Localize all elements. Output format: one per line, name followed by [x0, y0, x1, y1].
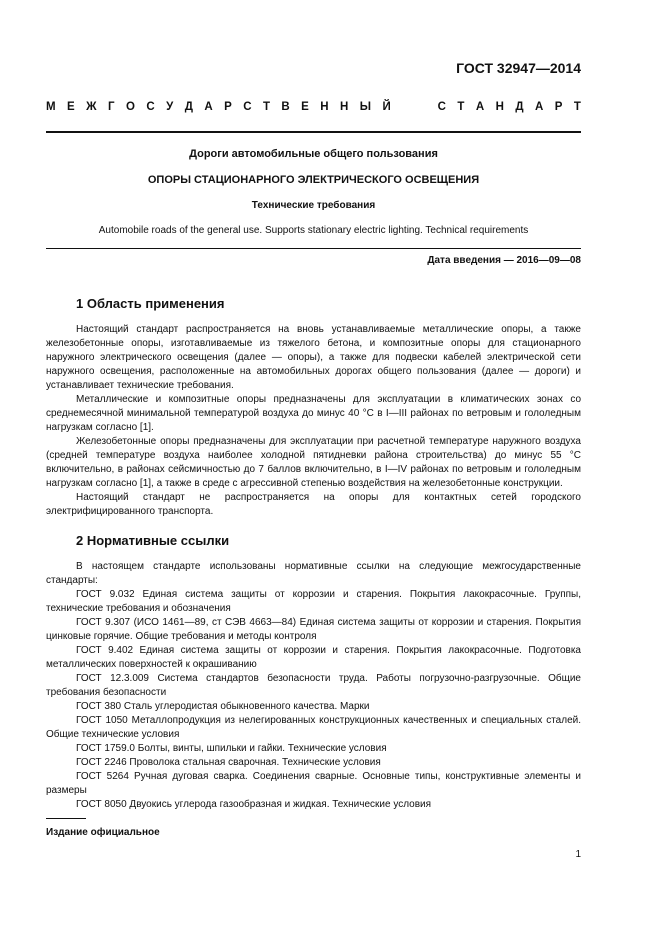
reference-item: ГОСТ 12.3.009 Система стандартов безопасности труда. Работы погрузочно-разгрузочные. Общие требования безопасности — [46, 673, 581, 698]
paragraph: Настоящий стандарт не распространяется на опоры для контактных сетей городского электрифицированного транспорта. — [46, 492, 581, 517]
banner-letter: С — [437, 101, 446, 113]
banner-letter: Е — [301, 101, 309, 113]
banner-letter: М — [46, 101, 56, 113]
paragraph: Железобетонные опоры предназначены для эксплуатации при расчетной температуре наружного воздуха (средней температуре воздуха наиболее холодной пятидневки района строительства) до минус 55 °С включительно, в районах сейсмичностью до 7 баллов включительно, в I—IV районах по ветровым и гололедным нагрузкам согласно [1], а также в среде с агрессивной степенью воздействия на железобетонные конструкции. — [46, 436, 581, 489]
introduction-date: Дата введения — 2016—09—08 — [427, 255, 581, 266]
reference-item: ГОСТ 2246 Проволока стальная сварочная. Технические условия — [76, 757, 381, 768]
interstate-standard-banner — [46, 101, 581, 113]
banner-letter: Ы — [359, 101, 372, 113]
reference-item: ГОСТ 9.032 Единая система защиты от коррозии и старения. Покрытия лакокрасочные. Группы, технические требования и обозначения — [46, 589, 581, 614]
banner-letter: Т — [457, 101, 465, 113]
banner-letter: В — [281, 101, 290, 113]
title-subtitle: Технические требования — [251, 200, 376, 211]
title-english: Automobile roads of the general use. Supports stationary electric lighting. Technical requirements — [98, 225, 529, 236]
reference-item: ГОСТ 1050 Металлопродукция из нелегированных конструкционных качественных и специальных сталей. Общие технические условия — [46, 715, 581, 740]
banner-letter: Н — [495, 101, 504, 113]
reference-item: ГОСТ 9.307 (ИСО 1461—89, ст СЭВ 4663—84) Единая система защиты от коррозии и старения. Покрытия цинковые горячие. Общие требования и методы контроля — [46, 617, 581, 642]
banner-letter: Д — [515, 101, 524, 113]
reference-item: ГОСТ 1759.0 Болты, винты, шпильки и гайки. Технические условия — [76, 743, 387, 754]
normative-references-list — [46, 560, 581, 812]
section-heading: 1 Область применения — [76, 296, 225, 311]
banner-letter: Р — [554, 101, 563, 113]
reference-item: ГОСТ 8050 Двуокись углерода газообразная и жидкая. Технические условия — [76, 799, 432, 810]
banner-letter: У — [166, 101, 174, 113]
paragraph: Металлические и композитные опоры предназначены для эксплуатации в климатических зонах со среднемесячной минимальной температурой воздуха до минус 40 °С в I—III районах по ветровым и гололедным нагрузкам согласно [1]. — [46, 394, 581, 433]
reference-item: ГОСТ 9.402 Единая система защиты от коррозии и старения. Покрытия лакокрасочные. Подготовка металлических поверхностей к окрашиванию — [46, 645, 581, 670]
banner-letter: Ж — [86, 101, 97, 113]
title-divider — [46, 248, 581, 249]
banner-letter: Н — [320, 101, 329, 113]
header-divider — [46, 131, 581, 133]
banner-letter: Й — [382, 101, 391, 113]
banner-letter: С — [146, 101, 155, 113]
reference-item: ГОСТ 5264 Ручная дуговая сварка. Соединения сварные. Основные типы, конструктивные элементы и размеры — [46, 771, 581, 796]
banner-word-gap — [402, 101, 426, 113]
official-edition-label: Издание официальное — [46, 827, 160, 838]
banner-letter: А — [475, 101, 485, 113]
reference-item: ГОСТ 380 Сталь углеродистая обыкновенного качества. Марки — [76, 701, 370, 712]
title-general: Дороги автомобильные общего пользования — [189, 148, 438, 160]
page-number: 1 — [575, 849, 581, 860]
banner-letter: Т — [573, 101, 581, 113]
banner-letter: Е — [67, 101, 75, 113]
footer-divider — [46, 818, 86, 819]
banner-letter: А — [204, 101, 213, 113]
banner-letter: Д — [184, 101, 193, 113]
standard-code: ГОСТ 32947—2014 — [456, 60, 581, 76]
banner-letter: Р — [224, 101, 232, 113]
paragraph: В настоящем стандарте использованы нормативные ссылки на следующие межгосударственные стандарты: — [46, 561, 581, 586]
banner-letter: Т — [262, 101, 270, 113]
paragraph: Настоящий стандарт распространяется на вновь устанавливаемые металлические опоры, а также железобетонные опоры, изготавливаемые из тяжелого бетона, и композитные опоры для стационарного наружного электрического освещения (далее — опоры), а также для подвески кабелей электрической сети наружного освещения, расположенные на автомобильных дорогах общего пользования (далее — дороги) и устанавливает технические требования. — [46, 324, 581, 391]
banner-letter: С — [243, 101, 252, 113]
banner-letter: О — [125, 101, 135, 113]
document-body — [46, 295, 581, 812]
title-main: ОПОРЫ СТАЦИОНАРНОГО ЭЛЕКТРИЧЕСКОГО ОСВЕЩЕНИЯ — [147, 174, 480, 186]
banner-letter: Н — [340, 101, 349, 113]
section-heading: 2 Нормативные ссылки — [76, 533, 230, 548]
banner-letter: Г — [107, 101, 115, 113]
banner-letter: А — [534, 101, 544, 113]
